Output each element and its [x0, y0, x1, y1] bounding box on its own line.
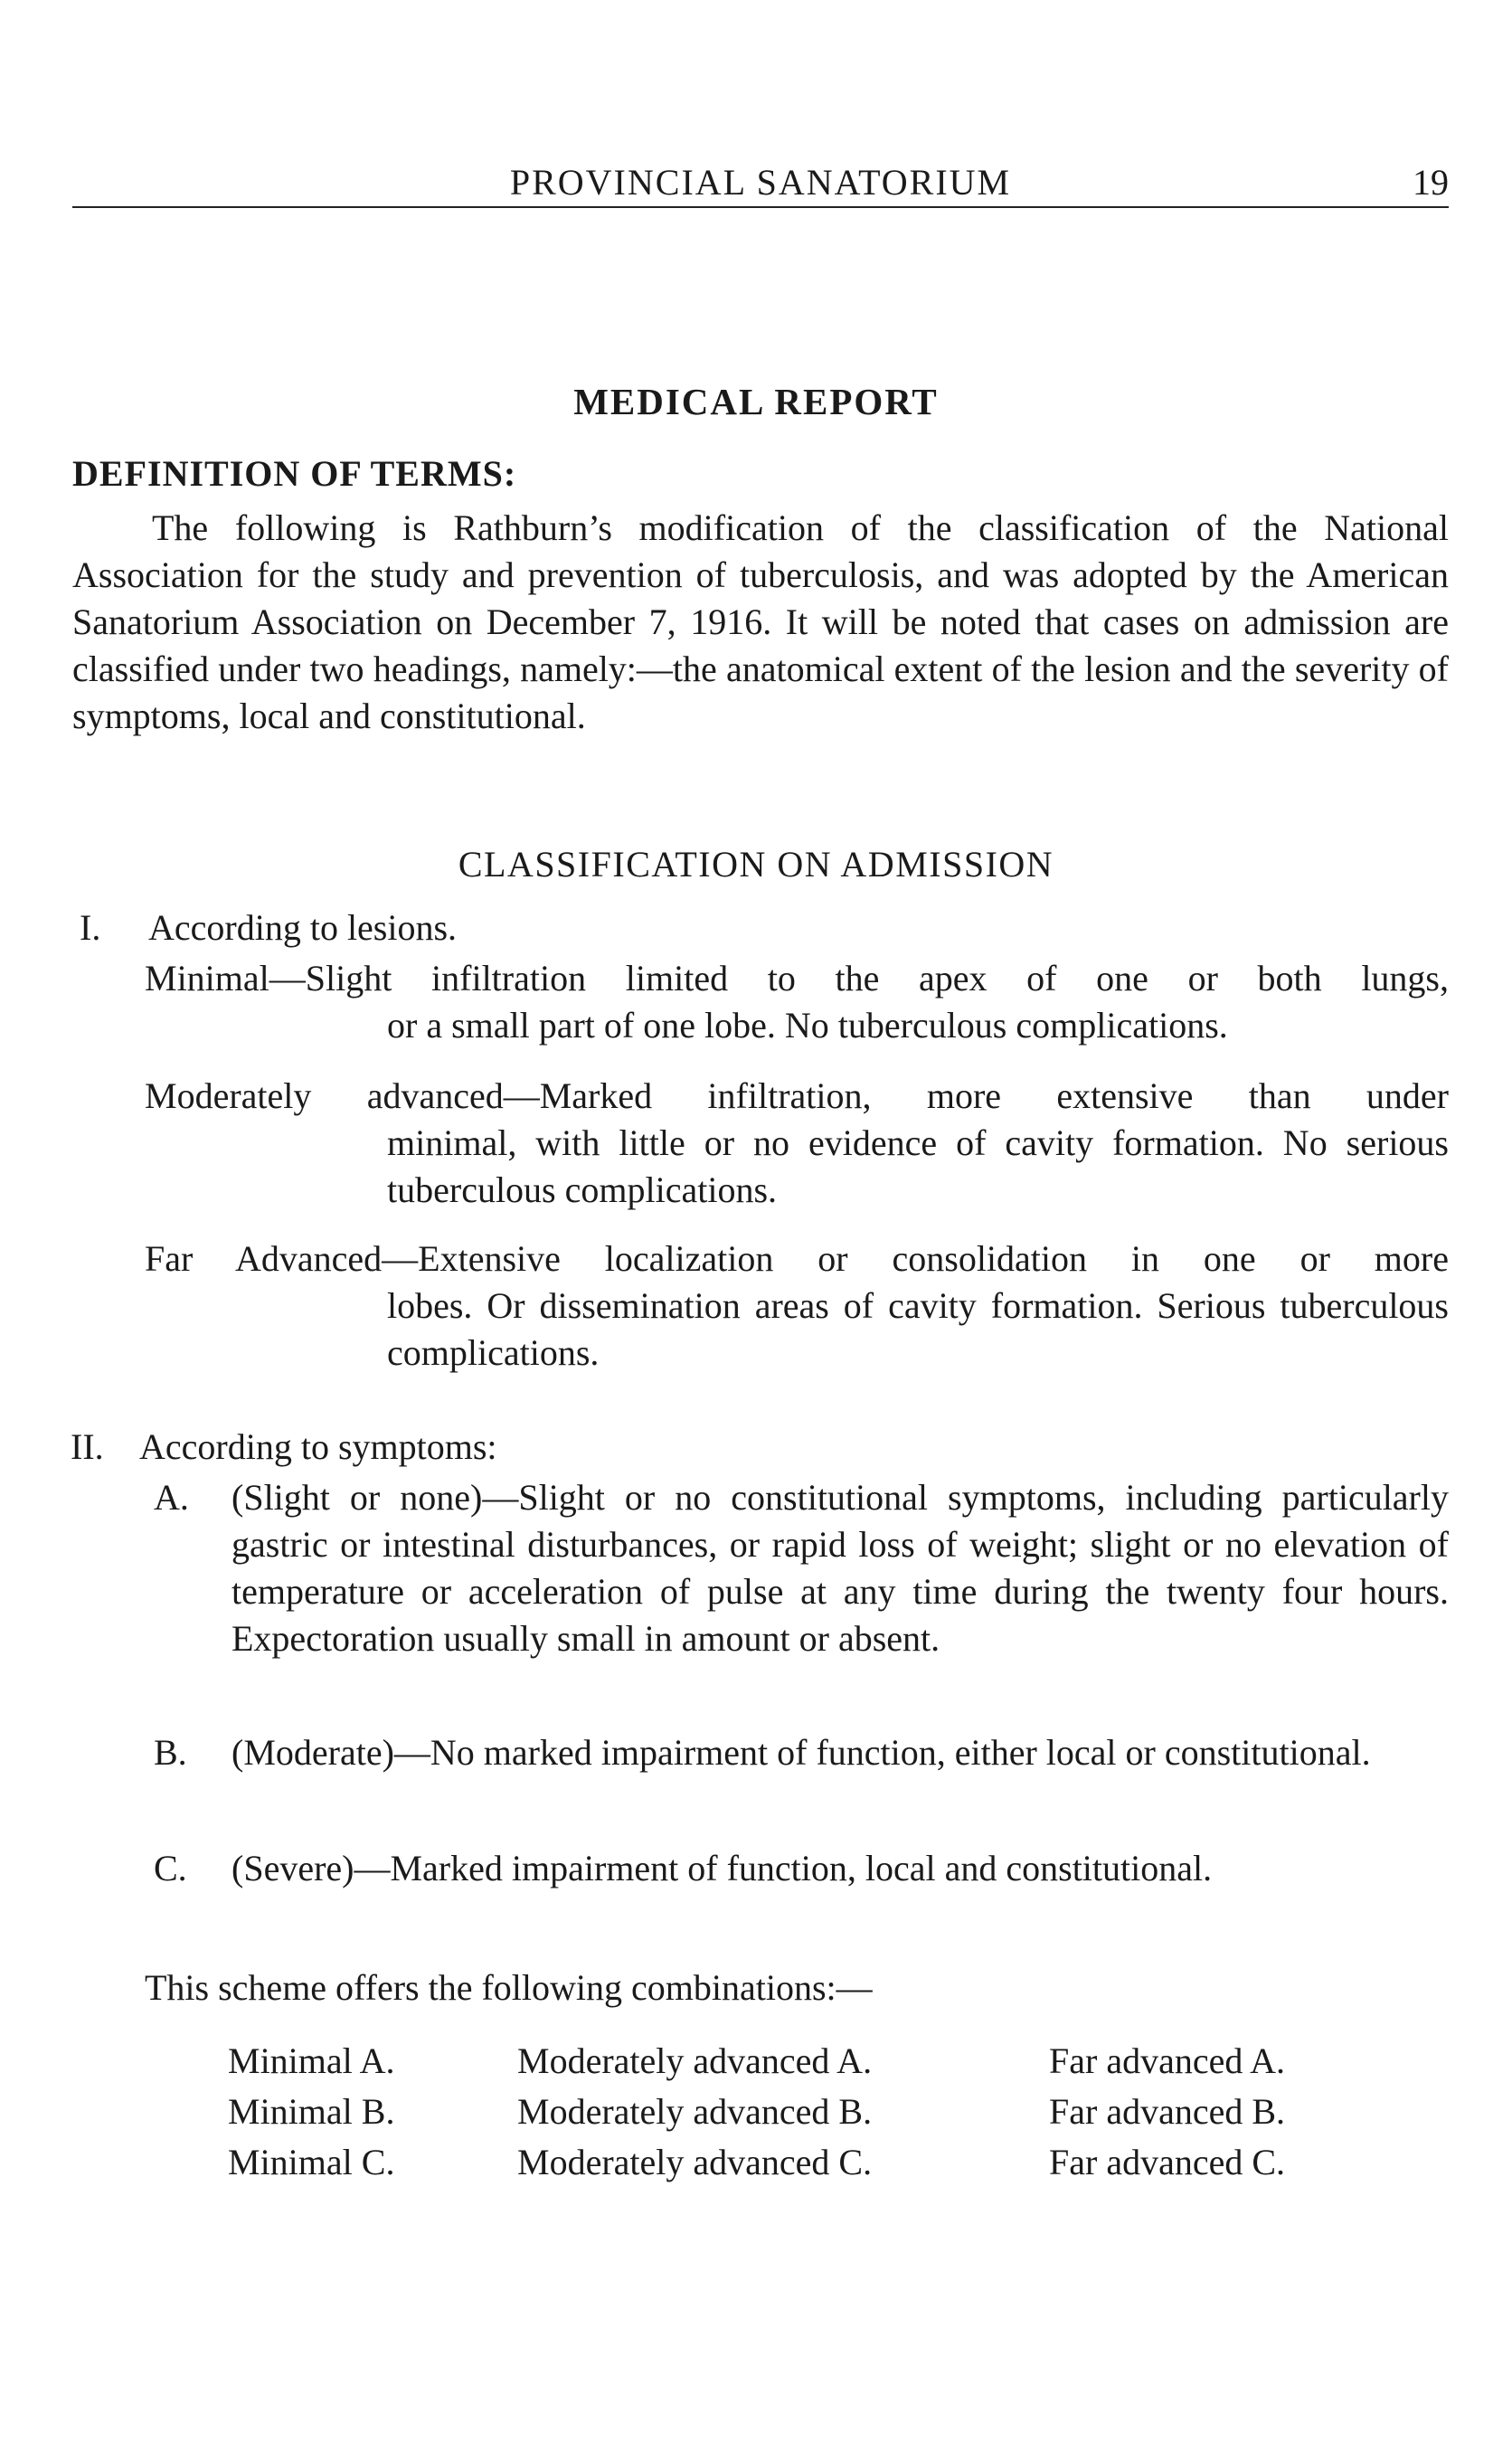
lesion-minimal-first-line: Minimal—Slight infiltration limited to the apex of one or both lungs,	[145, 958, 1449, 999]
classification-heading: CLASSIFICATION ON ADMISSION	[458, 844, 1054, 885]
running-head	[72, 161, 1449, 208]
scheme-intro: This scheme offers the following combinations:—	[145, 1967, 873, 2008]
combination-cell: Minimal B.	[228, 2091, 395, 2132]
symptom-b-text: (Moderate)—No marked impairment of function, either local or constitutional.	[232, 1732, 1371, 1773]
section-heading: DEFINITION OF TERMS:	[72, 453, 517, 494]
page-number: 19	[1413, 162, 1449, 203]
lesion-moderately-advanced-first-line: Moderately advanced—Marked infiltration, more extensive than under	[145, 1075, 1449, 1116]
combinations-row	[228, 2141, 1375, 2191]
combination-cell: Moderately advanced A.	[517, 2040, 873, 2081]
symptom-c-letter: C.	[154, 1848, 187, 1888]
combination-cell: Minimal C.	[228, 2142, 395, 2182]
symptom-a-letter: A.	[154, 1477, 189, 1518]
combination-cell: Far advanced A.	[1049, 2040, 1286, 2081]
section-one-label: According to lesions.	[148, 907, 458, 948]
lesion-far-advanced-first-line: Far Advanced—Extensive localization or consolidation in one or more	[145, 1238, 1449, 1279]
lesion-far-advanced-continuation: lobes. Or dissemination areas of cavity formation. Serious tuberculous complications.	[387, 1285, 1449, 1373]
combinations-table	[228, 2040, 1375, 2191]
lesion-far-advanced	[145, 1235, 1449, 1377]
running-title: PROVINCIAL SANATORIUM	[509, 162, 1012, 203]
report-title: MEDICAL REPORT	[573, 381, 939, 422]
symptom-b-letter: B.	[154, 1732, 187, 1773]
symptom-c	[145, 1845, 1449, 1892]
symptom-a	[145, 1474, 1449, 1662]
lesion-moderately-advanced-continuation: minimal, with little or no evidence of cavity formation. No serious tuberculous complications.	[387, 1122, 1449, 1210]
combination-cell: Far advanced C.	[1049, 2142, 1286, 2182]
combination-cell: Far advanced B.	[1049, 2091, 1286, 2132]
combination-cell: Minimal A.	[228, 2040, 395, 2081]
section-one-numeral: I.	[80, 907, 101, 948]
lesion-moderately-advanced	[145, 1073, 1449, 1214]
symptom-a-text: (Slight or none)—Slight or no constitutional symptoms, including particularly gastric or intestinal disturbances, or rapid loss of weight; slight or no elevation of temperature or acceleration of pulse at any time during the twenty four hours. Expectoration usually small in amount or absent.	[232, 1477, 1449, 1659]
section-two-numeral: II.	[71, 1426, 104, 1467]
combinations-row	[228, 2090, 1375, 2141]
combinations-row	[228, 2040, 1375, 2090]
combination-cell: Moderately advanced B.	[517, 2091, 873, 2132]
section-two-label: According to symptoms:	[139, 1426, 497, 1467]
lesion-minimal-continuation: or a small part of one lobe. No tuberculous complications.	[387, 1005, 1228, 1046]
combination-cell: Moderately advanced C.	[517, 2142, 873, 2182]
lesion-minimal	[145, 955, 1449, 1049]
intro-paragraph: The following is Rathburn’s modification of the classification of the National Association for the study and prevention of tuberculosis, and was adopted by the American Sanatorium Association on December 7, 1916. It will be noted that cases on admission are classified under two headings, namely:—the anatomical extent of the lesion and the severity of symptoms, local and constitutional.	[72, 507, 1449, 736]
symptom-b	[145, 1729, 1449, 1776]
symptom-c-text: (Severe)—Marked impairment of function, local and constitutional.	[232, 1848, 1213, 1888]
